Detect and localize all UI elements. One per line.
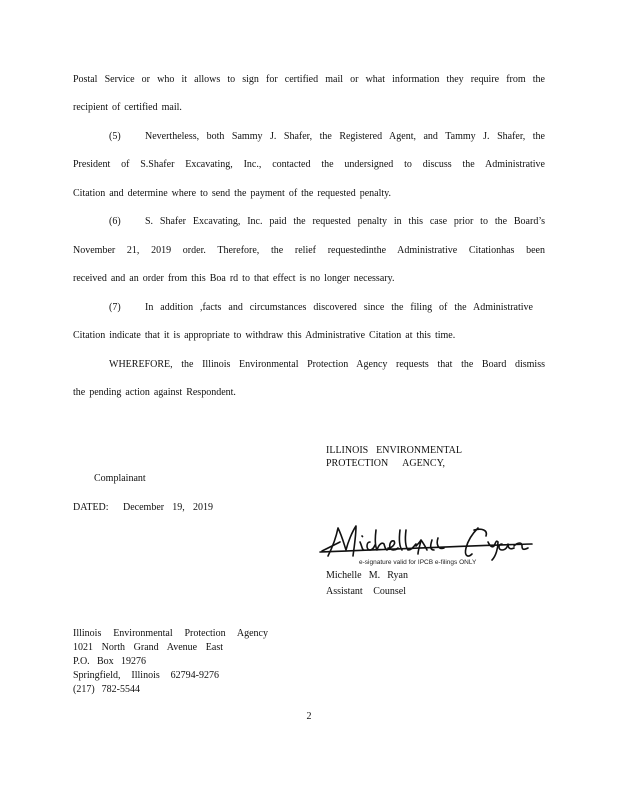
paragraph-6-line-2: November 21, 2019 order. Therefore, the relief requestedinthe Administrative Citationhas been <box>73 245 545 256</box>
dated-label: DATED: <box>73 502 109 513</box>
address-line-1: Illinois Environmental Protection Agency <box>73 628 268 639</box>
signer-name: Michelle M. Ryan <box>326 570 408 581</box>
signer-title: Assistant Counsel <box>326 586 406 597</box>
address-line-2: 1021 North Grand Avenue East <box>73 642 223 653</box>
paragraph-5-line-2: President of S.Shafer Excavating, Inc., contacted the undersigned to discuss the Administrative <box>73 159 545 170</box>
agency-name-line-1: ILLINOIS ENVIRONMENTAL <box>326 445 462 456</box>
body-line-2: recipient of certified mail. <box>73 102 182 113</box>
complainant-label: Complainant <box>94 473 146 484</box>
paragraph-5-line-1: Nevertheless, both Sammy J. Shafer, the Registered Agent, and Tammy J. Shafer, the <box>145 131 545 142</box>
paragraph-5-line-3: Citation and determine where to send the payment of the requested penalty. <box>73 188 391 199</box>
paragraph-6-line-1: S. Shafer Excavating, Inc. paid the requested penalty in this case prior to the Board’s <box>145 216 545 227</box>
wherefore-line-1: WHEREFORE, the Illinois Environmental Protection Agency requests that the Board dismiss <box>109 359 545 370</box>
address-line-3: P.O. Box 19276 <box>73 656 146 667</box>
paragraph-7-line-2: Citation indicate that it is appropriate to withdraw this Administrative Citation at this time. <box>73 330 456 341</box>
dated-value: December 19, 2019 <box>123 502 213 513</box>
paragraph-6-line-3: received and an order from this Boa rd to that effect is no longer necessary. <box>73 273 395 284</box>
paragraph-number-7: (7) <box>109 302 121 313</box>
esignature-note: e-signature valid for IPCB e-filings ONLY <box>359 559 477 566</box>
address-line-4: Springfield, Illinois 62794-9276 <box>73 670 219 681</box>
page-number: 2 <box>306 711 312 722</box>
wherefore-line-2: the pending action against Respondent. <box>73 387 236 398</box>
paragraph-number-5: (5) <box>109 131 121 142</box>
agency-name-line-2: PROTECTION AGENCY, <box>326 458 445 469</box>
paragraph-7-line-1: In addition ,facts and circumstances discovered since the filing of the Administrative <box>145 302 533 313</box>
body-line-1: Postal Service or who it allows to sign for certified mail or what information they require from the <box>73 74 545 85</box>
address-line-5: (217) 782-5544 <box>73 684 140 695</box>
paragraph-number-6: (6) <box>109 216 121 227</box>
